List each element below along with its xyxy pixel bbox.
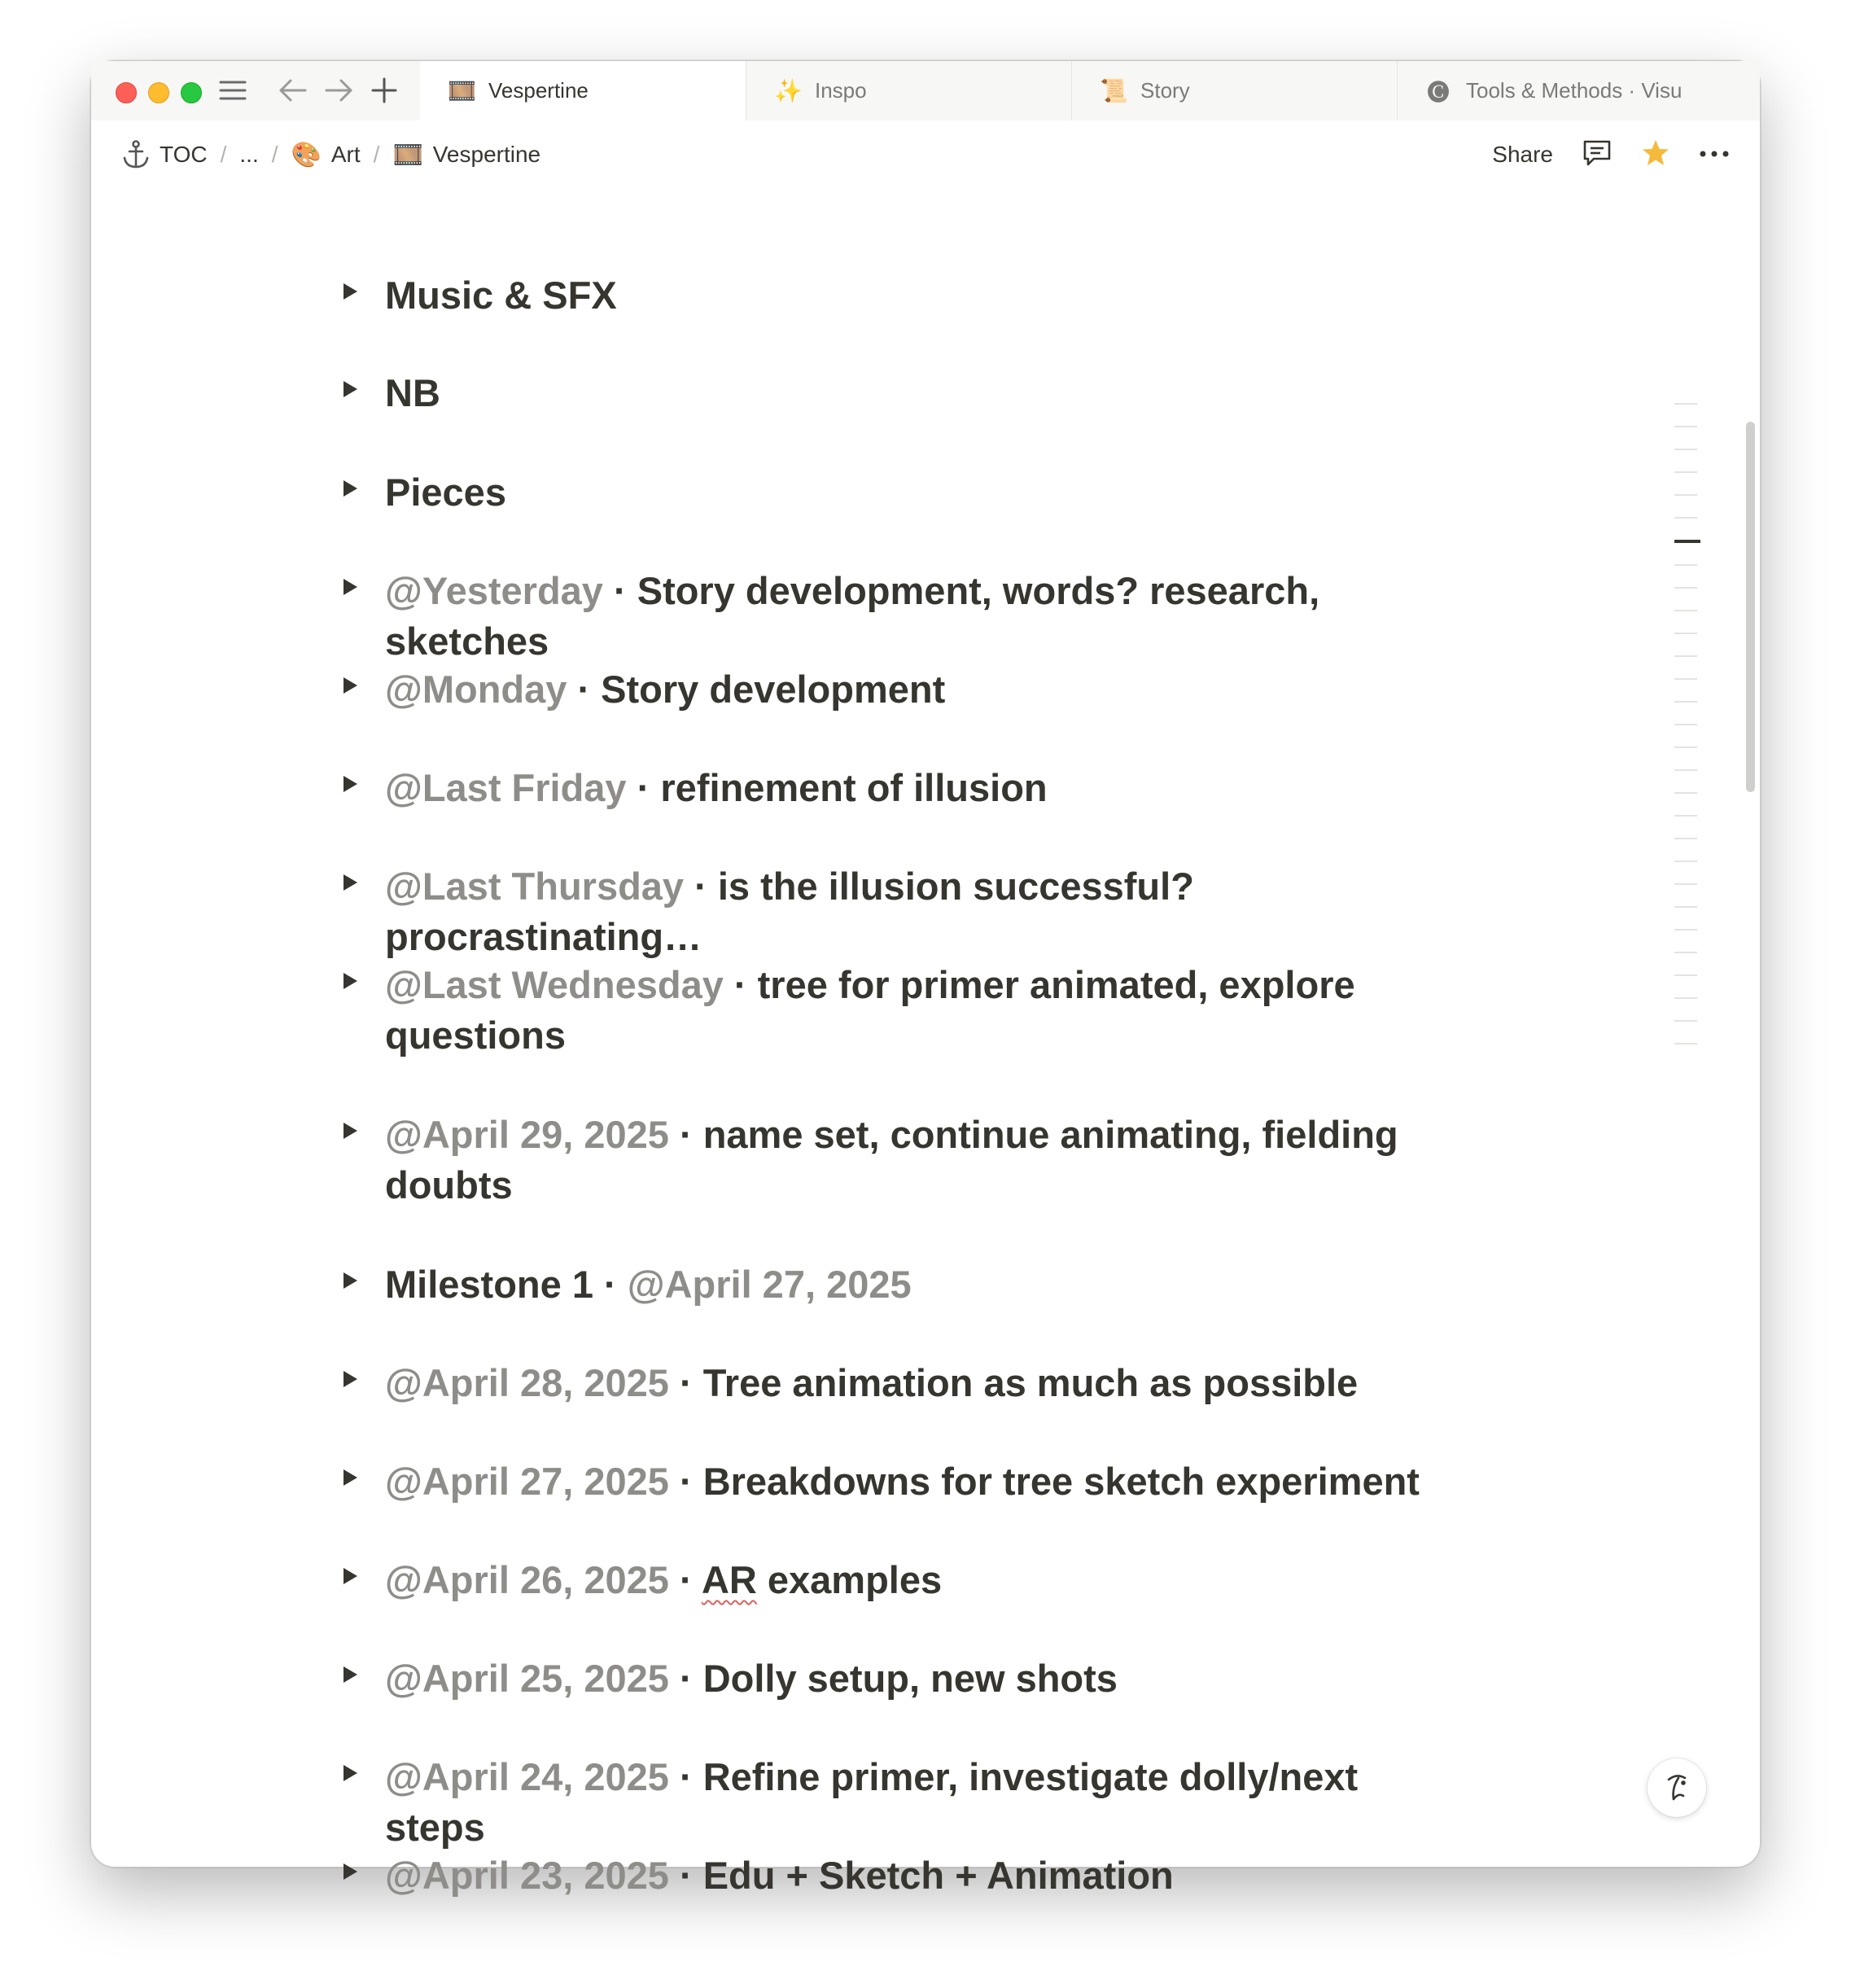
caret-right-icon[interactable]: [344, 1666, 357, 1683]
toggle-block[interactable]: [344, 763, 1564, 813]
tab-label: Vespertine: [488, 78, 589, 103]
breadcrumb-separator: /: [373, 142, 380, 167]
toggle-title[interactable]: @Last Friday · refinement of illusion: [385, 766, 1048, 809]
breadcrumb-separator: /: [220, 142, 227, 167]
film-frames-icon: 🎞️: [392, 141, 423, 169]
date-mention[interactable]: @Last Wednesday: [385, 963, 724, 1006]
outline-marker[interactable]: [1674, 564, 1697, 566]
date-mention[interactable]: @April 29, 2025: [385, 1113, 669, 1156]
caret-right-icon[interactable]: [344, 1469, 357, 1486]
tab-inspo[interactable]: [746, 61, 1071, 120]
outline-marker[interactable]: [1674, 952, 1697, 953]
tab-label: Inspo: [815, 78, 867, 103]
film-frames-icon: 🎞️: [448, 78, 476, 103]
outline-marker[interactable]: [1674, 471, 1697, 473]
date-mention[interactable]: @April 26, 2025: [385, 1558, 669, 1601]
more-icon[interactable]: [1700, 147, 1729, 162]
toggle-block[interactable]: [344, 368, 1564, 418]
outline-marker[interactable]: [1674, 974, 1697, 976]
toggle-title[interactable]: @Monday · Story development: [385, 668, 946, 711]
outline-marker[interactable]: [1674, 403, 1697, 405]
breadcrumb-label: Vespertine: [432, 142, 541, 167]
toggle-block[interactable]: [344, 1653, 1564, 1704]
date-mention[interactable]: @Last Friday: [385, 766, 627, 809]
tab-story[interactable]: [1071, 61, 1397, 120]
breadcrumb-label: TOC: [160, 142, 208, 167]
outline-marker[interactable]: [1674, 906, 1697, 908]
outline-marker[interactable]: [1674, 517, 1697, 519]
sidebar-menu-icon[interactable]: [217, 74, 249, 107]
app-window: [90, 60, 1761, 1897]
outline-marker[interactable]: [1674, 678, 1697, 680]
date-mention[interactable]: @April 27, 2025: [385, 1460, 669, 1503]
toggle-block[interactable]: [344, 1456, 1564, 1507]
outline-marker[interactable]: [1674, 883, 1697, 885]
anchor-icon: [122, 140, 150, 169]
toggle-title[interactable]: @April 25, 2025 · Dolly setup, new shots: [385, 1657, 1118, 1700]
outline-marker[interactable]: [1674, 1020, 1697, 1022]
outline-minimap[interactable]: [1674, 403, 1702, 1066]
toggle-title[interactable]: Music & SFX: [385, 274, 617, 317]
outline-marker[interactable]: [1674, 610, 1697, 611]
caret-right-icon[interactable]: [344, 776, 357, 792]
toggle-block[interactable]: [344, 1259, 1564, 1310]
breadcrumb-art[interactable]: [291, 141, 361, 169]
outline-marker[interactable]: [1674, 494, 1697, 496]
caret-right-icon[interactable]: [344, 381, 357, 397]
toggle-title[interactable]: @April 27, 2025 · Breakdowns for tree sketch experiment: [385, 1460, 1420, 1503]
outline-marker[interactable]: [1674, 747, 1697, 748]
back-arrow-icon[interactable]: [277, 74, 309, 107]
caret-right-icon[interactable]: [344, 874, 357, 891]
caret-right-icon[interactable]: [344, 1765, 357, 1781]
outline-marker[interactable]: [1674, 997, 1697, 999]
minimize-window-button[interactable]: [148, 82, 169, 103]
scrollbar-thumb[interactable]: [1746, 422, 1755, 792]
outline-marker[interactable]: [1674, 449, 1697, 450]
outline-marker[interactable]: [1674, 838, 1697, 839]
toggle-title[interactable]: @April 28, 2025 · Tree animation as much as possible: [385, 1361, 1359, 1404]
forward-arrow-icon[interactable]: [322, 74, 355, 107]
date-mention[interactable]: @April 23, 2025: [385, 1854, 669, 1897]
close-window-button[interactable]: [116, 82, 137, 103]
breadcrumb-separator: /: [271, 142, 278, 167]
caret-right-icon[interactable]: [344, 1272, 357, 1289]
caret-right-icon[interactable]: [344, 1371, 357, 1387]
date-mention[interactable]: @Yesterday: [385, 569, 603, 612]
date-mention[interactable]: @April 28, 2025: [385, 1361, 669, 1404]
date-mention[interactable]: @April 24, 2025: [385, 1755, 669, 1798]
toggle-block[interactable]: [344, 664, 1564, 715]
outline-marker[interactable]: [1674, 655, 1697, 657]
toggle-block[interactable]: [344, 467, 1564, 518]
spellcheck-word[interactable]: AR: [701, 1558, 757, 1601]
toggle-block[interactable]: [344, 566, 1564, 667]
outline-marker[interactable]: [1674, 587, 1697, 589]
outline-marker[interactable]: [1674, 1043, 1697, 1044]
breadcrumb-label: Art: [330, 142, 361, 167]
toggle-title[interactable]: @April 23, 2025 · Edu + Sketch + Animation: [385, 1854, 1174, 1897]
breadcrumb-toc[interactable]: [122, 140, 208, 169]
toggle-title[interactable]: Milestone 1 · @April 27, 2025: [385, 1263, 912, 1306]
caret-right-icon[interactable]: [344, 480, 357, 497]
outline-marker-active[interactable]: [1674, 540, 1700, 543]
toggle-block[interactable]: [344, 861, 1564, 962]
new-tab-plus-icon[interactable]: [368, 74, 400, 107]
date-mention[interactable]: @Monday: [385, 668, 567, 711]
caret-right-icon[interactable]: [344, 677, 357, 694]
breadcrumb-bar: [91, 120, 1760, 189]
caret-right-icon[interactable]: [344, 1863, 357, 1880]
sparkles-icon: ✨: [774, 78, 803, 103]
toggle-title[interactable]: @April 29, 2025 · name set, continue animating, fielding doubts: [385, 1113, 1398, 1206]
star-icon[interactable]: [1641, 138, 1670, 172]
date-mention[interactable]: @April 27, 2025: [627, 1263, 912, 1306]
caret-right-icon[interactable]: [344, 1123, 357, 1139]
outline-marker[interactable]: [1674, 929, 1697, 931]
toggle-title[interactable]: @Yesterday · Story development, words? research, sketches: [385, 569, 1320, 663]
outline-marker[interactable]: [1674, 701, 1697, 703]
toggle-title[interactable]: @Last Wednesday · tree for primer animated, explore questions: [385, 963, 1355, 1057]
toggle-block[interactable]: [344, 1358, 1564, 1408]
page-content: [91, 189, 1760, 1897]
toggle-title[interactable]: @April 24, 2025 · Refine primer, investigate dolly/next steps: [385, 1755, 1359, 1849]
caret-right-icon[interactable]: [344, 579, 357, 595]
zoom-window-button[interactable]: [181, 82, 202, 103]
caret-right-icon[interactable]: [344, 973, 357, 989]
date-mention[interactable]: @Last Thursday: [385, 865, 685, 908]
caret-right-icon[interactable]: [344, 283, 357, 300]
toggle-title[interactable]: NB: [385, 371, 440, 414]
outline-marker[interactable]: [1674, 724, 1697, 725]
palette-icon: 🎨: [291, 141, 322, 169]
tab-label: Tools & Methods · Visu: [1466, 78, 1683, 103]
share-button[interactable]: Share: [1492, 142, 1553, 167]
tab-label: Story: [1140, 78, 1190, 103]
outline-marker[interactable]: [1674, 815, 1697, 817]
outline-marker[interactable]: [1674, 633, 1697, 634]
breadcrumb: [122, 120, 540, 189]
toggle-title[interactable]: @Last Thursday · is the illusion successful? procrastinating…: [385, 865, 1194, 958]
caret-right-icon[interactable]: [344, 1568, 357, 1584]
toggle-block[interactable]: [344, 270, 1564, 321]
breadcrumb-vespertine[interactable]: [392, 141, 540, 169]
title-bar: [91, 61, 1760, 120]
date-mention[interactable]: @April 25, 2025: [385, 1657, 669, 1700]
outline-marker[interactable]: [1674, 426, 1697, 427]
c-logo-icon: 🅒: [1426, 79, 1450, 105]
scroll-icon: 📜: [1100, 78, 1128, 103]
toggle-block[interactable]: [344, 1110, 1564, 1211]
tab-tools-methods[interactable]: [1397, 61, 1735, 120]
tab-vespertine[interactable]: [420, 61, 746, 120]
toggle-block[interactable]: [344, 1555, 1564, 1605]
outline-marker[interactable]: [1674, 792, 1697, 794]
outline-marker[interactable]: [1674, 769, 1697, 771]
toggle-title[interactable]: @April 26, 2025 · AR examples: [385, 1558, 943, 1601]
breadcrumb-ellipsis[interactable]: ...: [239, 142, 259, 167]
comment-icon[interactable]: [1582, 139, 1612, 171]
help-icon[interactable]: [1648, 1758, 1706, 1817]
outline-marker[interactable]: [1674, 860, 1697, 862]
toggle-block[interactable]: [344, 1752, 1564, 1853]
toggle-block[interactable]: [344, 1850, 1564, 1901]
toggle-title[interactable]: Pieces: [385, 471, 506, 514]
page-actions: [1492, 120, 1729, 189]
toggle-block[interactable]: [344, 960, 1564, 1061]
